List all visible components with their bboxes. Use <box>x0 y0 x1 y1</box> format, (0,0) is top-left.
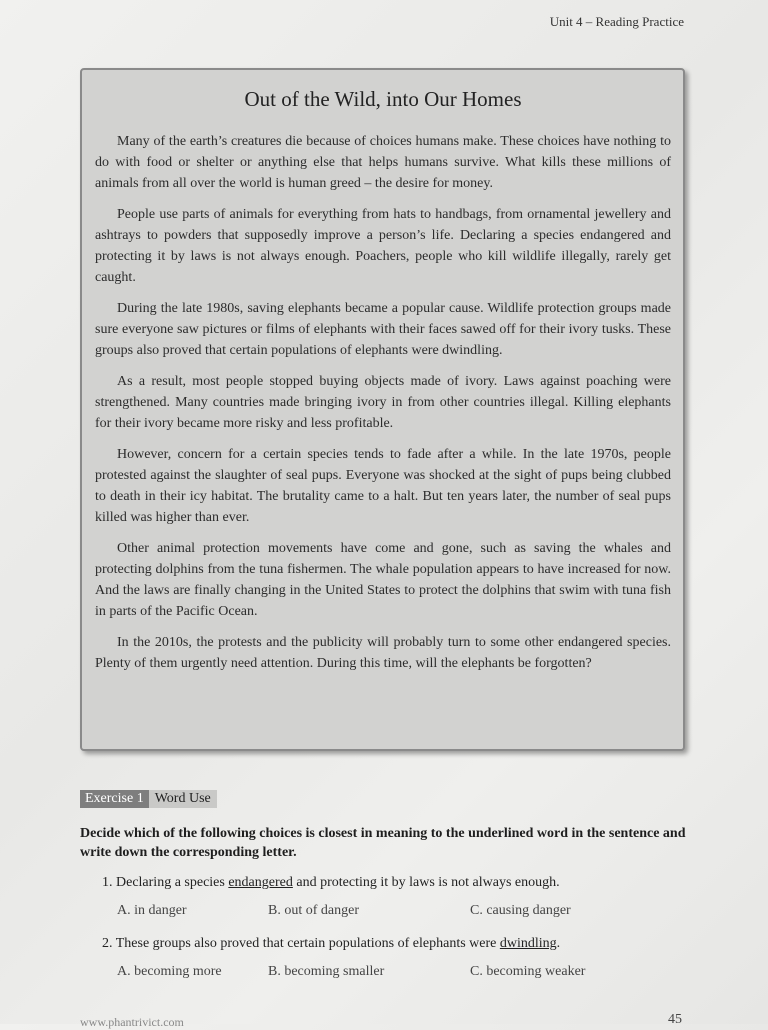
passage-paragraph: As a result, most people stopped buying objects made of ivory. Laws against poaching were strengthened. Many countries made bringing ivory in from other countries illegal. Killing elephants for their ivory became more risky and less profitable. <box>95 374 671 431</box>
exercise-tag: Exercise 1 <box>80 790 149 808</box>
option-a: A. becoming more <box>117 964 222 979</box>
underlined-word: endangered <box>228 875 293 890</box>
exercise-type: Word Use <box>149 790 217 808</box>
reading-passage <box>80 68 685 751</box>
passage-paragraph: In the 2010s, the protests and the publicity will probably turn to some other endangered species. Plenty of them urgently need attention. During this time, will the elephants be forgotten? <box>95 635 671 671</box>
option-b: B. out of danger <box>268 903 359 918</box>
option-a: A. in danger <box>117 903 187 918</box>
passage-paragraph: During the late 1980s, saving elephants became a popular cause. Wildlife protection groups made sure everyone saw pictures or films of elephants with their faces sawed off for their ivory tusks. These groups also proved that certain populations of elephants were dwindling. <box>95 301 671 358</box>
exercise-header <box>80 790 217 808</box>
passage-paragraph: However, concern for a certain species tends to fade after a while. In the late 1970s, people protested against the slaughter of seal pups. Everyone was shocked at the sight of pups being clubbed to death in their icy habitat. The brutality came to a halt. But ten years later, the number of seal pups killed was higher than ever. <box>95 447 671 525</box>
question-text: These groups also proved that certain populations of elephants were <box>115 936 497 951</box>
passage-paragraph: Many of the earth’s creatures die because of choices humans make. These choices have nothing to do with food or shelter or anything else that helps humans survive. What kills these millions of animals from all over the world is human greed – the desire for money. <box>95 134 671 191</box>
question-text: and protecting it by laws is not always enough. <box>296 875 560 890</box>
unit-header: Unit 4 – Reading Practice <box>549 14 684 29</box>
option-b: B. becoming smaller <box>268 964 385 979</box>
passage-paragraph: People use parts of animals for everything from hats to handbags, from ornamental jewellery and ashtrays to powders that supposedly improve a person’s life. Declaring a species endangered and protecting it by laws is not always enough. Poachers, people who kill wildlife illegally, rarely get caught. <box>95 207 671 285</box>
exercise-instructions: Decide which of the following choices is closest in meaning to the underlined word in the sentence and write down the corresponding letter. <box>80 826 686 860</box>
option-c: C. causing danger <box>470 903 571 918</box>
passage-paragraph: Other animal protection movements have come and gone, such as saving the whales and protecting dolphins from the tuna fishermen. The whale population appears to have increased for now. And the laws are finally changing in the United States to protect the dolphins that swim with tuna fish in parts of the Pacific Ocean. <box>95 541 671 619</box>
option-c: C. becoming weaker <box>470 964 586 979</box>
question-text: . <box>556 936 561 951</box>
question-2 <box>102 936 560 952</box>
question-1 <box>102 875 560 891</box>
page-number: 45 <box>668 1012 682 1027</box>
question-text: Declaring a species <box>116 875 225 890</box>
question-number: 2. <box>102 936 113 951</box>
footer-url: www.phantrivict.com <box>80 1015 184 1029</box>
question-number: 1. <box>102 875 113 890</box>
passage-title: Out of the Wild, into Our Homes <box>244 87 522 111</box>
underlined-word: dwindling <box>499 936 557 951</box>
